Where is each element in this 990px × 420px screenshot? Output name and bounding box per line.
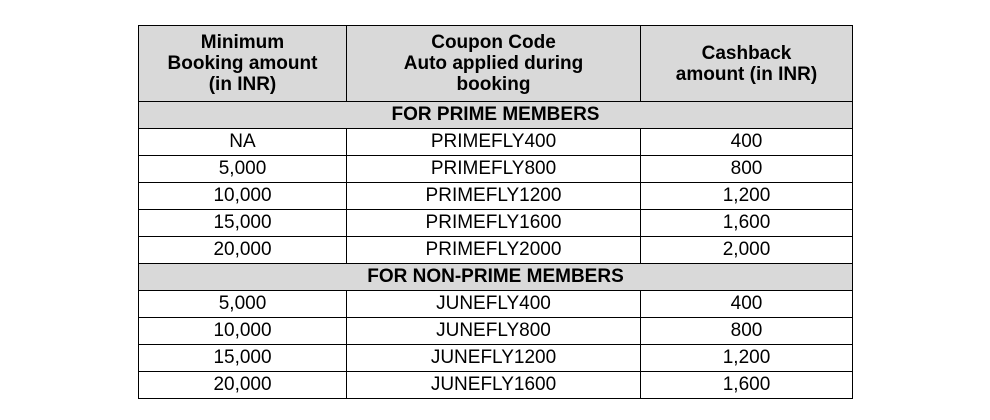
header-line: Cashback (701, 42, 792, 64)
min-booking-cell: 5,000 (139, 291, 347, 318)
table-row (139, 210, 853, 237)
cashback-offer-table (138, 25, 853, 399)
table-row (139, 318, 853, 345)
cashback-cell: 1,200 (641, 183, 853, 210)
header-line: Booking amount (167, 53, 318, 74)
table-row (139, 129, 853, 156)
header-row (139, 26, 853, 102)
min-booking-cell: 15,000 (139, 210, 347, 237)
section-row-non-prime (139, 264, 853, 291)
cashback-cell: 800 (641, 156, 853, 183)
table-row (139, 345, 853, 372)
header-line: Minimum (200, 32, 285, 53)
header-cashback-amount (641, 26, 853, 102)
cashback-cell: 400 (641, 291, 853, 318)
section-title: FOR PRIME MEMBERS (139, 102, 853, 129)
min-booking-cell: 20,000 (139, 372, 347, 399)
min-booking-cell: 10,000 (139, 183, 347, 210)
coupon-code-cell: PRIMEFLY800 (347, 156, 641, 183)
coupon-code-cell: JUNEFLY1200 (347, 345, 641, 372)
header-line: amount (in INR) (675, 63, 818, 85)
table-row (139, 237, 853, 264)
section-title: FOR NON-PRIME MEMBERS (139, 264, 853, 291)
coupon-code-cell: JUNEFLY400 (347, 291, 641, 318)
min-booking-cell: NA (139, 129, 347, 156)
header-line: booking (456, 74, 531, 95)
header-line: Auto applied during (403, 53, 584, 74)
header-line: Coupon Code (431, 32, 556, 53)
section-row-prime (139, 102, 853, 129)
cashback-cell: 2,000 (641, 237, 853, 264)
table-header (139, 26, 853, 102)
coupon-code-cell: JUNEFLY800 (347, 318, 641, 345)
table-row (139, 183, 853, 210)
header-line: (in INR) (208, 74, 277, 95)
cashback-cell: 1,600 (641, 210, 853, 237)
coupon-code-cell: PRIMEFLY2000 (347, 237, 641, 264)
cashback-cell: 400 (641, 129, 853, 156)
coupon-code-cell: JUNEFLY1600 (347, 372, 641, 399)
min-booking-cell: 20,000 (139, 237, 347, 264)
cashback-cell: 800 (641, 318, 853, 345)
min-booking-cell: 5,000 (139, 156, 347, 183)
table-row (139, 372, 853, 399)
coupon-code-cell: PRIMEFLY1600 (347, 210, 641, 237)
table-body (139, 102, 853, 399)
table-row (139, 156, 853, 183)
coupon-code-cell: PRIMEFLY400 (347, 129, 641, 156)
min-booking-cell: 10,000 (139, 318, 347, 345)
cashback-cell: 1,200 (641, 345, 853, 372)
table-row (139, 291, 853, 318)
cashback-cell: 1,600 (641, 372, 853, 399)
header-min-booking-amount (139, 26, 347, 102)
header-coupon-code (347, 26, 641, 102)
min-booking-cell: 15,000 (139, 345, 347, 372)
coupon-code-cell: PRIMEFLY1200 (347, 183, 641, 210)
